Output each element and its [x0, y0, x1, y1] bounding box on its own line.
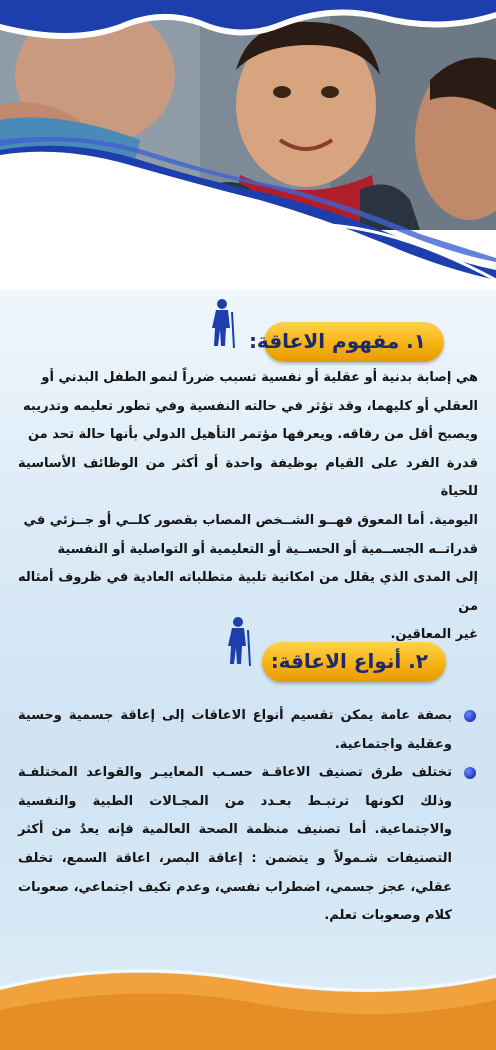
- types-bullet-list: [18, 702, 478, 931]
- section-title-types: ٢. أنواع الاعاقة:: [270, 649, 428, 673]
- footer-decoration: [0, 960, 496, 1050]
- bottom-wave-decoration: [0, 130, 496, 290]
- concept-line: ويصبح أقل من رفاقه. ويعرفها مؤتمر التأهيل الدولي بأنها حالة تحد من: [27, 427, 478, 443]
- concept-line: هي إصابة بدنية أو عقلية أو نفسية تسبب ضرراً لنمو الطفل البدني أو: [41, 370, 478, 385]
- child-crutch-icon: [206, 298, 236, 348]
- concept-line: إلى المدى الذي يقلل من امكانية تلبية متطلباته العادية في ظروف أمثاله من: [18, 570, 478, 614]
- concept-line: اليومية. أما المعوق فهــو الشــخص المصاب بقصور كلــي أو جــزئي في: [23, 512, 478, 528]
- bullet-text: تختلف طرق تصنيف الاعاقـة حسـب المعاييـر والقواعد المختلفـة وذلك لكونها ترتبـط بعـدد من المجـالات الطبية والنفسية والاجتماعية. أما تصنيف منظمة الصحة العالمية فإنه يعدُ من أكثر التصنيفات شـمولاً و يتضمن : إعاقة البصر، اعاقة السمع، تخلف عقلي، عجز جسمي، اضطراب نفسي، وعدم تكيف اجتماعي، صعوبات كلام وصعوبات تعلم.: [18, 765, 452, 924]
- concept-line: غير المعاقين.: [390, 627, 478, 643]
- section-heading-concept: [248, 322, 444, 362]
- concept-line: قدراتــه الجســمية أو الحســية أو التعليمية أو التواصلية أو النفسية: [57, 541, 478, 557]
- concept-paragraph: [18, 364, 478, 650]
- section-heading-types: [262, 642, 446, 682]
- bullet-text: بصفة عامة يمكن تقسيم أنواع الاعاقات إلى إعاقة جسمية وحسية وعقلية واجتماعية.: [18, 708, 452, 752]
- bullet-dot-icon: [464, 710, 476, 722]
- bullet-dot-icon: [464, 767, 476, 779]
- concept-line: قدرة الفرد على القيام بوظيفة واحدة أو أكثر من الوظائف الأساسية للحياة: [18, 455, 478, 500]
- list-item: [18, 759, 478, 931]
- list-item: [18, 702, 478, 759]
- concept-line: العقلي أو كليهما، وقد تؤثر في حالته النفسية وفي تطور تعليمه وتدريبه: [23, 398, 478, 414]
- child-crutch-icon: [222, 616, 252, 666]
- top-wave-decoration: [0, 0, 496, 40]
- section-title-concept: ١. مفهوم الاعاقة:: [248, 329, 426, 353]
